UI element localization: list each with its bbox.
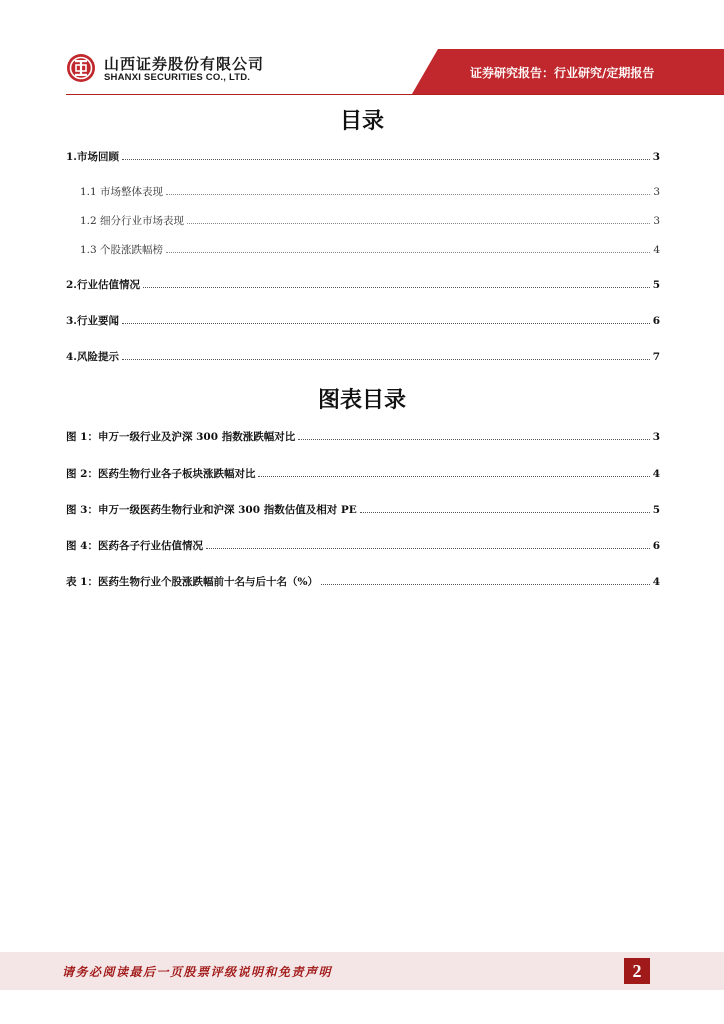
figure-entry[interactable] <box>66 575 660 589</box>
toc-entry-page: 3 <box>653 186 660 198</box>
figure-entry-page: 3 <box>652 431 660 443</box>
toc-entry-label: 1.3 个股涨跌幅榜 <box>80 244 164 256</box>
toc-leader <box>166 185 650 195</box>
toc-entry[interactable] <box>80 185 660 199</box>
page-number: 2 <box>624 958 650 984</box>
toc-leader <box>321 575 650 585</box>
figure-entry-page: 4 <box>652 576 660 588</box>
toc-leader <box>122 314 650 324</box>
figure-entry[interactable] <box>66 539 660 553</box>
page-header <box>0 0 724 100</box>
toc-entry-label: 3.行业要闻 <box>66 315 119 327</box>
toc-entry-page: 6 <box>652 315 660 327</box>
toc-leader <box>166 243 650 253</box>
toc-entry-page: 5 <box>652 279 660 291</box>
toc-leader <box>206 539 650 549</box>
figure-entry[interactable] <box>66 467 660 481</box>
toc-title: 目录 <box>339 109 384 134</box>
figures-toc-title: 图表目录 <box>317 388 406 413</box>
toc-entry-page: 4 <box>653 244 660 256</box>
toc-entry-page: 7 <box>652 351 660 363</box>
toc-entry[interactable] <box>80 243 660 257</box>
company-name-cn: 山西证券股份有限公司 <box>104 55 265 73</box>
toc-entry-label: 1.1 市场整体表现 <box>80 186 164 198</box>
figure-entry-page: 5 <box>652 504 660 516</box>
toc-entry-label: 4.风险提示 <box>66 351 119 363</box>
toc-leader <box>122 350 650 360</box>
toc-leader <box>258 467 649 477</box>
company-name-en: SHANXI SECURITIES CO., LTD. <box>104 72 251 83</box>
toc-entry[interactable] <box>80 214 660 228</box>
toc-leader <box>187 214 650 224</box>
toc-leader <box>143 278 650 288</box>
toc-entry-label: 2.行业估值情况 <box>66 279 140 291</box>
toc-leader <box>122 150 650 160</box>
figure-entry-label: 图 4：医药各子行业估值情况 <box>66 540 203 552</box>
toc-entry-label: 1.市场回顾 <box>66 151 119 163</box>
figure-entry-label: 图 2：医药生物行业各子板块涨跌幅对比 <box>66 468 256 480</box>
toc-leader <box>360 503 650 513</box>
company-logo-icon <box>66 53 96 83</box>
toc-entry-page: 3 <box>652 151 660 163</box>
figure-entry-label: 表 1：医药生物行业个股涨跌幅前十名与后十名（%） <box>66 576 318 588</box>
toc-entry[interactable] <box>66 350 660 364</box>
figure-entry-page: 4 <box>652 468 660 480</box>
toc-entry-page: 3 <box>653 215 660 227</box>
toc-entry[interactable] <box>66 278 660 292</box>
figure-entry[interactable] <box>66 503 660 517</box>
figure-entry[interactable] <box>66 430 660 444</box>
toc-entry-label: 1.2 细分行业市场表现 <box>80 215 185 227</box>
toc-entry[interactable] <box>66 150 660 164</box>
report-type-label: 证券研究报告：行业研究/定期报告 <box>470 66 655 80</box>
toc-entry[interactable] <box>66 314 660 328</box>
disclaimer-notice: 请务必阅读最后一页股票评级说明和免责声明 <box>62 965 333 979</box>
header-divider <box>66 94 724 95</box>
figure-entry-label: 图 3：申万一级医药生物行业和沪深 300 指数估值及相对 PE <box>66 504 357 516</box>
figure-entry-label: 图 1：申万一级行业及沪深 300 指数涨跌幅对比 <box>66 431 296 443</box>
figure-entry-page: 6 <box>652 540 660 552</box>
toc-leader <box>298 430 649 440</box>
